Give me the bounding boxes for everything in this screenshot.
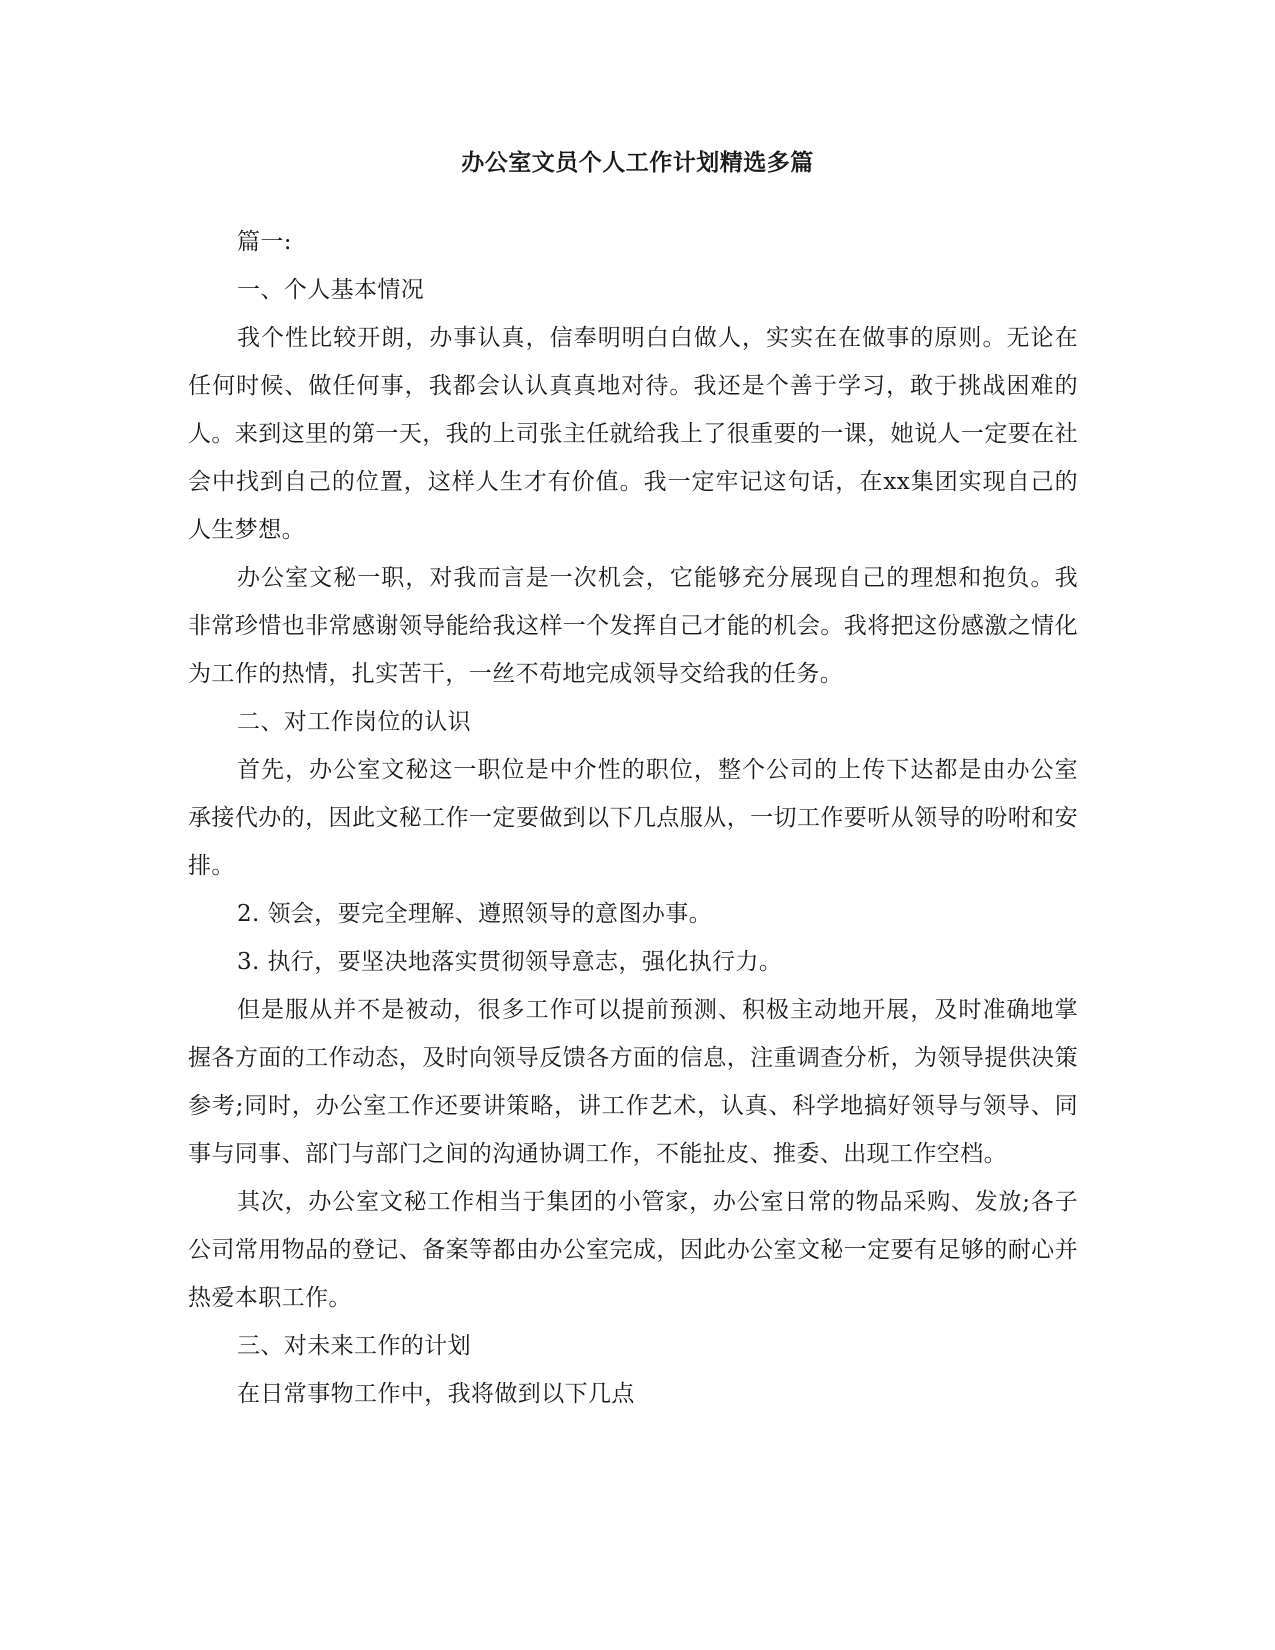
paragraph: 在日常事物工作中，我将做到以下几点: [237, 1381, 635, 1407]
paragraph: 其次，办公室文秘工作相当于集团的小管家，办公室日常的物品采购、发放;各子公司常用物品的登记、备案等都由办公室完成，因此办公室文秘一定要有足够的耐心并热爱本职工作。: [188, 1189, 1078, 1311]
section-label: 篇一:: [237, 229, 292, 255]
list-item: 3. 执行，要坚决地落实贯彻领导意志，强化执行力。: [237, 949, 783, 975]
document-title: 办公室文员个人工作计划精选多篇: [461, 149, 814, 176]
paragraph: 但是服从并不是被动，很多工作可以提前预测、积极主动地开展，及时准确地掌握各方面的工作动态，及时向领导反馈各方面的信息，注重调查分析，为领导提供决策参考;同时，办公室工作还要讲策略，讲工作艺术，认真、科学地搞好领导与领导、同事与同事、部门与部门之间的沟通协调工作，不能扯皮、推委、出现工作空档。: [188, 997, 1078, 1167]
paragraph: 我个性比较开朗，办事认真，信奉明明白白做人，实实在在做事的原则。无论在任何时候、做任何事，我都会认认真真地对待。我还是个善于学习，敢于挑战困难的人。来到这里的第一天，我的上司张主任就给我上了很重要的一课，她说人一定要在社会中找到自己的位置，这样人生才有价值。我一定牢记这句话，在xx集团实现自己的人生梦想。: [188, 325, 1078, 543]
section-heading: 二、对工作岗位的认识: [237, 709, 471, 735]
paragraph: 首先，办公室文秘这一职位是中介性的职位，整个公司的上传下达都是由办公室承接代办的，因此文秘工作一定要做到以下几点服从，一切工作要听从领导的吩咐和安排。: [188, 757, 1078, 879]
document-body: [188, 218, 1078, 1418]
section-heading: 三、对未来工作的计划: [237, 1333, 471, 1359]
paragraph: 办公室文秘一职，对我而言是一次机会，它能够充分展现自己的理想和抱负。我非常珍惜也非常感谢领导能给我这样一个发挥自己才能的机会。我将把这份感激之情化为工作的热情，扎实苦干，一丝不苟地完成领导交给我的任务。: [188, 565, 1078, 687]
list-item: 2. 领会，要完全理解、遵照领导的意图办事。: [237, 901, 713, 927]
section-heading: 一、个人基本情况: [237, 277, 425, 303]
